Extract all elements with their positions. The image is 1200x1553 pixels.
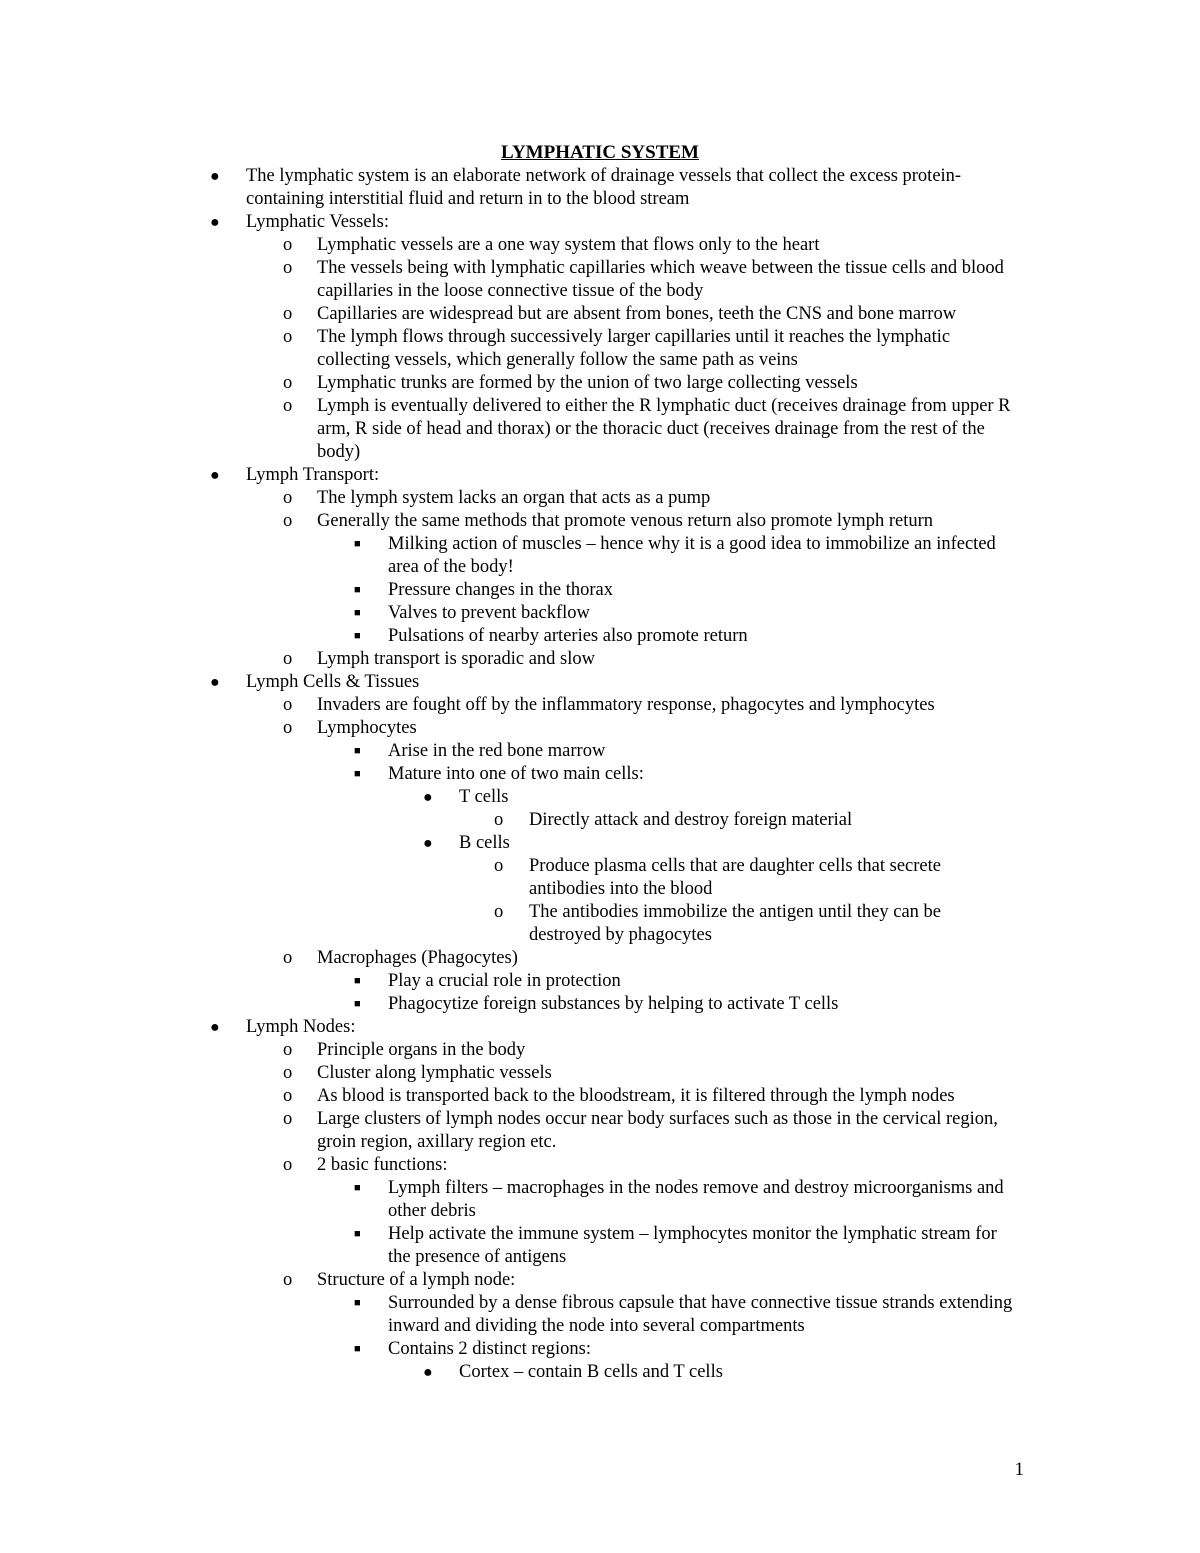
outline-item-level-3 [0,1177,1200,1223]
outline-item-level-2 [0,1269,1200,1292]
outline-item-text: Pressure changes in the thorax [388,580,614,600]
outline-item-text: Structure of a lymph node: [317,1270,516,1290]
outline-item-text: Lymphatic trunks are formed by the union of two large collecting vessels [317,373,858,393]
outline-item-text: Large clusters of lymph nodes occur near body surfaces such as those in the cervical region, groin region, axillary region etc. [317,1109,998,1152]
outline-item-text: The vessels being with lymphatic capillaries which weave between the tissue cells and blood capillaries in the loose connective tissue of the body [317,258,1004,301]
outline-item-level-2 [0,1108,1200,1154]
bullet-marker: o [283,511,293,531]
bullet-marker: ■ [354,1343,361,1355]
outline-item-level-1 [0,671,1200,694]
outline-item-level-2 [0,947,1200,970]
outline-item-text: Lymph Cells & Tissues [246,672,420,692]
bullet-marker: o [494,902,504,922]
bullet-marker: o [283,948,293,968]
outline-item-level-2 [0,326,1200,372]
outline-item-text: B cells [459,833,510,853]
outline-item-text: Pulsations of nearby arteries also promote return [388,626,748,646]
page-title: LYMPHATIC SYSTEM [501,142,699,163]
bullet-marker: o [283,304,293,324]
outline-item-level-3 [0,763,1200,786]
bullet-marker: ● [423,789,433,806]
outline-item-text: Surrounded by a dense fibrous capsule that have connective tissue strands extending inward and dividing the node into several compartments [388,1293,1013,1336]
outline-item-level-2 [0,1085,1200,1108]
outline-item-level-4 [0,786,1200,809]
outline-item-level-2 [0,234,1200,257]
outline-item-level-2 [0,303,1200,326]
outline-item-level-3 [0,1223,1200,1269]
outline-item-text: Generally the same methods that promote venous return also promote lymph return [317,511,933,531]
bullet-marker: ■ [354,630,361,642]
bullet-marker: o [283,235,293,255]
outline-item-level-3 [0,970,1200,993]
bullet-marker: o [283,396,293,416]
outline-item-text: The lymph system lacks an organ that acts as a pump [317,488,711,508]
outline-item-text: Lymphatic vessels are a one way system that flows only to the heart [317,235,820,255]
outline-item-level-3 [0,625,1200,648]
bullet-marker: o [283,258,293,278]
bullet-marker: o [283,1109,293,1129]
outline-item-level-4 [0,832,1200,855]
outline-item-level-2 [0,694,1200,717]
outline-item-level-3 [0,993,1200,1016]
outline-item-level-3 [0,533,1200,579]
bullet-marker: o [494,856,504,876]
bullet-marker: ■ [354,1297,361,1309]
outline-item-text: Lymph is eventually delivered to either the R lymphatic duct (receives drainage from upper R arm, R side of head and thorax) or the thoracic duct (receives drainage from the rest of the body) [317,396,1011,462]
outline-item-text: Lymph Transport: [246,465,380,485]
outline-item-text: Principle organs in the body [317,1040,526,1060]
bullet-marker: o [283,718,293,738]
outline-item-level-5 [0,809,1200,832]
outline-item-level-2 [0,257,1200,303]
outline-item-level-2 [0,510,1200,533]
outline-item-text: Lymphatic Vessels: [246,212,390,232]
outline-item-text: Mature into one of two main cells: [388,764,644,784]
outline-item-text: Lymphocytes [317,718,417,738]
bullet-marker: ■ [354,998,361,1010]
outline-item-level-3 [0,740,1200,763]
outline-item-level-5 [0,901,1200,947]
outline-item-level-4 [0,1361,1200,1384]
outline-item-level-1 [0,1016,1200,1039]
outline-item-level-3 [0,1292,1200,1338]
outline-item-level-2 [0,1062,1200,1085]
bullet-marker: ■ [354,768,361,780]
outline-item-text: Lymph Nodes: [246,1017,356,1037]
outline-item-text: The antibodies immobilize the antigen until they can be destroyed by phagocytes [529,902,942,945]
outline-item-level-1 [0,211,1200,234]
bullet-marker: ■ [354,607,361,619]
outline-item-level-3 [0,579,1200,602]
bullet-marker: o [283,1155,293,1175]
bullet-marker: ● [210,467,220,484]
outline-item-text: Milking action of muscles – hence why it is a good idea to immobilize an infected area of the body! [388,534,996,577]
outline-item-text: Produce plasma cells that are daughter cells that secrete antibodies into the blood [529,856,941,899]
outline-item-text: The lymph flows through successively larger capillaries until it reaches the lymphatic collecting vessels, which generally follow the same path as veins [317,327,951,370]
outline-item-level-1 [0,165,1200,211]
bullet-marker: o [283,649,293,669]
outline-item-level-1 [0,464,1200,487]
bullet-marker: o [283,488,293,508]
outline-item-level-2 [0,395,1200,464]
outline-item-text: Directly attack and destroy foreign material [529,810,853,830]
outline-item-level-2 [0,372,1200,395]
outline-item-text: Lymph transport is sporadic and slow [317,649,595,669]
outline-item-text: Invaders are fought off by the inflammatory response, phagocytes and lymphocytes [317,695,935,715]
outline-item-level-5 [0,855,1200,901]
bullet-marker: o [283,1063,293,1083]
bullet-marker: ■ [354,584,361,596]
bullet-marker: ● [210,214,220,231]
outline-item-text: Lymph filters – macrophages in the nodes remove and destroy microorganisms and other debris [388,1178,1004,1221]
bullet-marker: o [283,373,293,393]
outline-item-level-2 [0,1154,1200,1177]
outline-item-text: Contains 2 distinct regions: [388,1339,591,1359]
outline-item-level-2 [0,648,1200,671]
outline-item-text: Capillaries are widespread but are absent from bones, teeth the CNS and bone marrow [317,304,957,324]
outline-item-text: T cells [459,787,509,807]
outline-item-text: Phagocytize foreign substances by helping to activate T cells [388,994,839,1014]
outline-item-text: Cortex – contain B cells and T cells [459,1362,723,1382]
outline-item-level-2 [0,487,1200,510]
bullet-marker: o [283,327,293,347]
bullet-marker: o [283,1086,293,1106]
bullet-marker: o [283,1270,293,1290]
bullet-marker: ■ [354,975,361,987]
outline-item-text: Cluster along lymphatic vessels [317,1063,552,1083]
bullet-marker: o [283,695,293,715]
outline-item-level-2 [0,717,1200,740]
bullet-marker: ■ [354,745,361,757]
bullet-marker: ● [423,1364,433,1381]
outline-list [0,165,1200,1384]
page-number: 1 [1014,1459,1024,1480]
bullet-marker: ● [210,1019,220,1036]
bullet-marker: ● [210,674,220,691]
bullet-marker: o [283,1040,293,1060]
bullet-marker: ● [423,835,433,852]
outline-item-text: 2 basic functions: [317,1155,448,1175]
outline-item-text: The lymphatic system is an elaborate network of drainage vessels that collect the excess protein-containing interstitial fluid and return in to the blood stream [246,166,962,209]
bullet-marker: ● [210,168,220,185]
outline-item-text: Help activate the immune system – lymphocytes monitor the lymphatic stream for the presence of antigens [388,1224,997,1267]
outline-item-text: Macrophages (Phagocytes) [317,948,518,968]
outline-item-text: Valves to prevent backflow [388,603,590,623]
bullet-marker: ■ [354,538,361,550]
bullet-marker: ■ [354,1228,361,1240]
bullet-marker: ■ [354,1182,361,1194]
outline-item-text: Arise in the red bone marrow [388,741,606,761]
outline-item-level-2 [0,1039,1200,1062]
outline-item-text: Play a crucial role in protection [388,971,621,991]
outline-item-level-3 [0,602,1200,625]
outline-item-text: As blood is transported back to the bloodstream, it is filtered through the lymph nodes [317,1086,955,1106]
outline-item-level-3 [0,1338,1200,1361]
bullet-marker: o [494,810,504,830]
